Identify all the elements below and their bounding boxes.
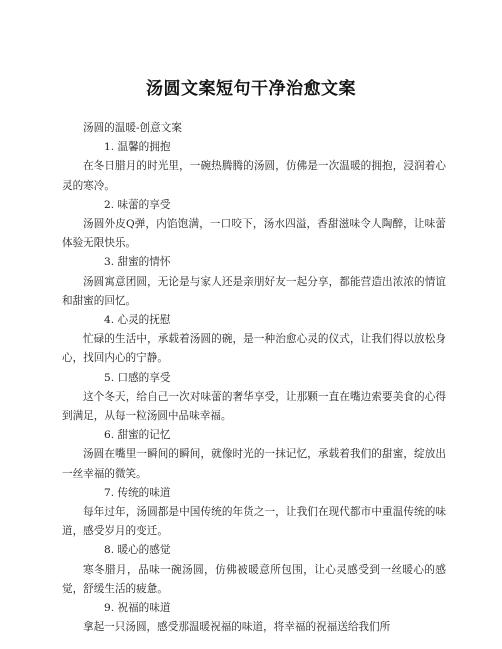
- section-heading: 3. 甜蜜的情怀: [104, 256, 171, 269]
- section-paragraph: 拿起一只汤圆，感受那温暖祝福的味道，将幸福的祝福送给我们所: [83, 621, 391, 634]
- section-paragraph: 汤圆寓意团圆，无论是与家人还是亲朋好友一起分享，都能营造出浓浓的情谊和甜蜜的回忆。: [62, 275, 446, 307]
- section-paragraph: 汤圆在嘴里一瞬间的瞬间，就像时光的一抹记忆，承载着我们的甜蜜，绽放出一丝幸福的微笑。: [62, 448, 446, 480]
- section-list: [62, 138, 446, 637]
- section-paragraph: 忙碌的生活中，承载着汤圆的碗，是一种治愈心灵的仪式，让我们得以放松身心，找回内心的宁静。: [62, 333, 446, 365]
- section-paragraph: 汤圆外皮Q弹，内馅饱满，一口咬下，汤水四溢，香甜滋味令人陶醉，让味蕾体验无限快乐。: [62, 218, 446, 250]
- section-heading: 1. 温馨的拥抱: [104, 141, 171, 154]
- section-paragraph: 在冬日腊月的时光里，一碗热腾腾的汤圆，仿佛是一次温暖的拥抱，浸润着心灵的寒冷。: [62, 160, 446, 192]
- section-heading: 6. 甜蜜的记忆: [104, 429, 171, 442]
- section-paragraph: 每年过年，汤圆都是中国传统的年货之一，让我们在现代都市中重温传统的味道，感受岁月的变迁。: [62, 506, 446, 538]
- section-paragraph: 这个冬天，给自己一次对味蕾的奢华享受，让那颗一直在嘴边索要美食的心得到满足，从每一粒汤圆中品味幸福。: [62, 390, 446, 423]
- section-paragraph: 寒冬腊月，品味一碗汤圆，仿佛被暖意所包围，让心灵感受到一丝暖心的感觉，舒缓生活的疲惫。: [62, 563, 446, 595]
- document-title: 汤圆文案短句干净治愈文案: [146, 79, 356, 99]
- section-heading: 4. 心灵的抚慰: [104, 314, 171, 327]
- document-body: [62, 119, 446, 637]
- section-heading: 7. 传统的味道: [104, 486, 171, 499]
- section-heading: 9. 祝福的味道: [104, 602, 171, 615]
- section-heading: 5. 口感的享受: [104, 371, 171, 384]
- section-heading: 2. 味蕾的享受: [104, 198, 171, 211]
- section-heading: 8. 暖心的感觉: [104, 544, 171, 557]
- document-subtitle: 汤圆的温暖-创意文案: [83, 122, 182, 134]
